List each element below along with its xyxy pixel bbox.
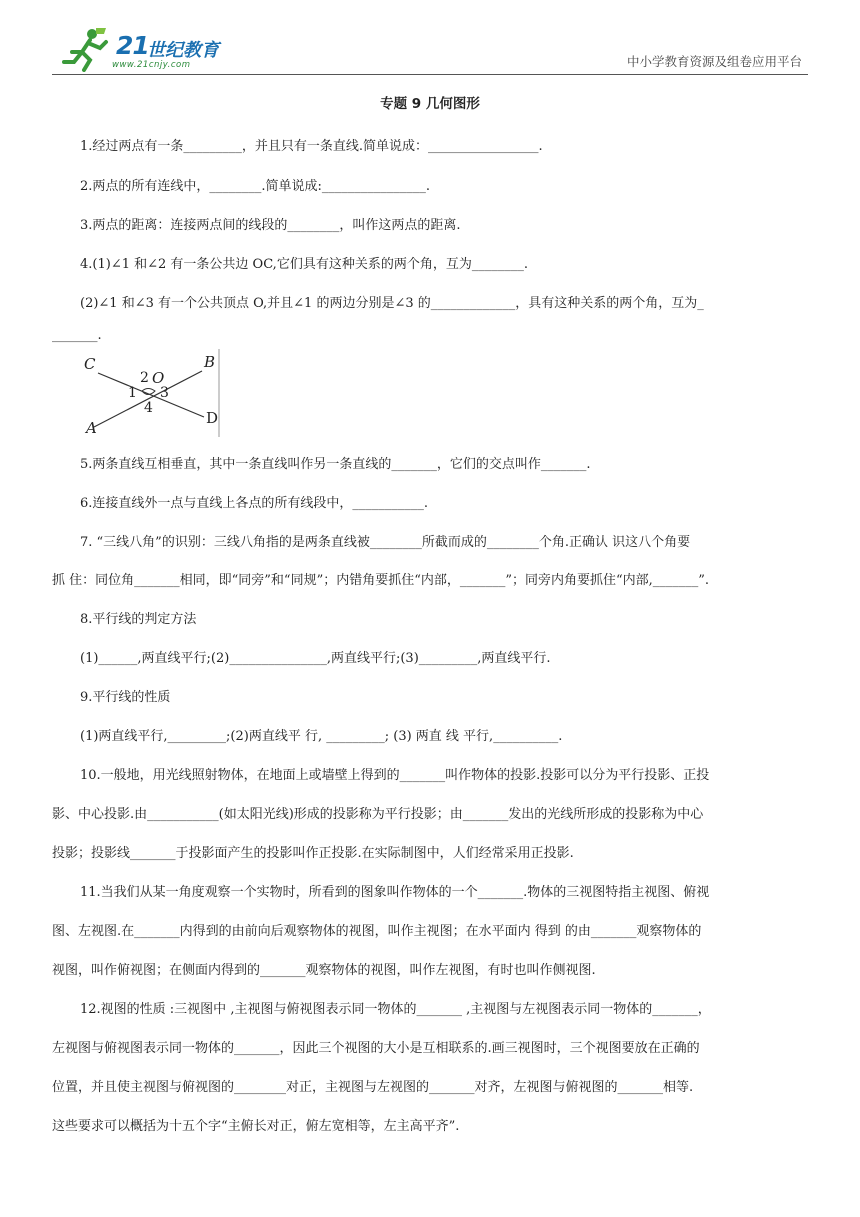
question-11-line2: 图、左视图.在_______内得到的由前向后观察物体的视图，叫作主视图；在水平面内 得到 的由_______观察物体的 [52, 924, 702, 939]
question-12-line3: 位置，并且使主视图与俯视图的________对正，主视图与左视图的_______对齐，左视图与俯视图的_______相等. [52, 1080, 694, 1095]
label-d: D [206, 409, 219, 427]
question-10-line2: 影、中心投影.由___________(如太阳光线)形成的投影称为平行投影；由_______发出的光线所形成的投影称为中心 [52, 807, 704, 822]
angle-figure [80, 349, 222, 437]
label-angle-3: 3 [160, 385, 169, 401]
label-angle-1: 1 [128, 385, 137, 401]
question-8-answers: (1)______,两直线平行;(2)_______________,两直线平行;(3)_________,两直线平行. [80, 651, 551, 666]
question-10-line3: 投影；投影线_______于投影面产生的投影叫作正投影.在实际制图中，人们经常采用正投影. [52, 846, 574, 861]
logo-brand-text: 世纪教育 [147, 40, 219, 61]
question-6: 6.连接直线外一点与直线上各点的所有线段中，___________. [80, 496, 429, 511]
question-12-line4: 这些要求可以概括为十五个字“主俯长对正，俯左宽相等，左主高平齐”. [52, 1119, 460, 1134]
question-4-1: 4.(1)∠1 和∠2 有一条公共边 OC,它们具有这种关系的两个角，互为________. [80, 257, 528, 272]
label-o: O [152, 369, 165, 387]
question-2: 2.两点的所有连线中，________.简单说成:________________. [80, 179, 431, 194]
logo-url: www.21cnjy.com [112, 60, 191, 70]
question-7-line1: 7. “三线八角”的识别：三线八角指的是两条直线被________所截而成的________个角.正确认 识这八个角要 [80, 535, 691, 550]
page-title: 专题 9 几何图形 [380, 96, 480, 112]
question-9-answers: (1)两直线平行,_________;(2)两直线平 行, _________; (3) 两直 线 平行,__________. [80, 729, 563, 744]
question-1: 1.经过两点有一条_________，并且只有一条直线.简单说成：_________________. [80, 139, 543, 154]
page-header [52, 26, 808, 75]
question-3: 3.两点的距离：连接两点间的线段的________，叫作这两点的距离. [80, 218, 461, 233]
site-logo [60, 26, 240, 72]
question-5: 5.两条直线互相垂直，其中一条直线叫作另一条直线的_______，它们的交点叫作_______. [80, 457, 591, 472]
question-7-line2: 抓 住：同位角_______相同，即“同旁”和“同规”；内错角要抓住“内部，_______”；同旁内角要抓住“内部,_______”. [52, 573, 710, 588]
question-4-2: (2)∠1 和∠3 有一个公共顶点 O,并且∠1 的两边分别是∠3 的_____________，具有这种关系的两个角，互为_ [80, 296, 704, 311]
runner-icon [60, 26, 112, 72]
question-11-line1: 11.当我们从某一角度观察一个实物时，所看到的图象叫作物体的一个_______.物体的三视图特指主视图、俯视 [80, 885, 710, 900]
question-12-line1: 12.视图的性质 :三视图中 ,主视图与俯视图表示同一物体的_______ ,主视图与左视图表示同一物体的_______， [80, 1002, 711, 1017]
label-b: B [204, 353, 216, 371]
label-angle-4: 4 [144, 400, 153, 416]
question-10-line1: 10.一般地，用光线照射物体，在地面上或墙壁上得到的_______叫作物体的投影.投影可以分为平行投影、正投 [80, 768, 710, 783]
question-11-line3: 视图，叫作俯视图；在侧面内得到的_______观察物体的视图，叫作左视图，有时也叫作侧视图. [52, 963, 596, 978]
label-angle-2: 2 [140, 370, 149, 386]
question-8: 8.平行线的判定方法 [80, 612, 197, 627]
question-4-2-cont: _______. [52, 328, 102, 343]
question-12-line2: 左视图与俯视图表示同一物体的_______，因此三个视图的大小是互相联系的.画三视图时，三个视图要放在正确的 [52, 1041, 700, 1056]
platform-name: 中小学教育资源及组卷应用平台 [626, 54, 802, 69]
label-c: C [84, 355, 96, 373]
question-9: 9.平行线的性质 [80, 690, 171, 705]
logo-number: 21 [116, 31, 149, 60]
label-a: A [86, 419, 97, 437]
